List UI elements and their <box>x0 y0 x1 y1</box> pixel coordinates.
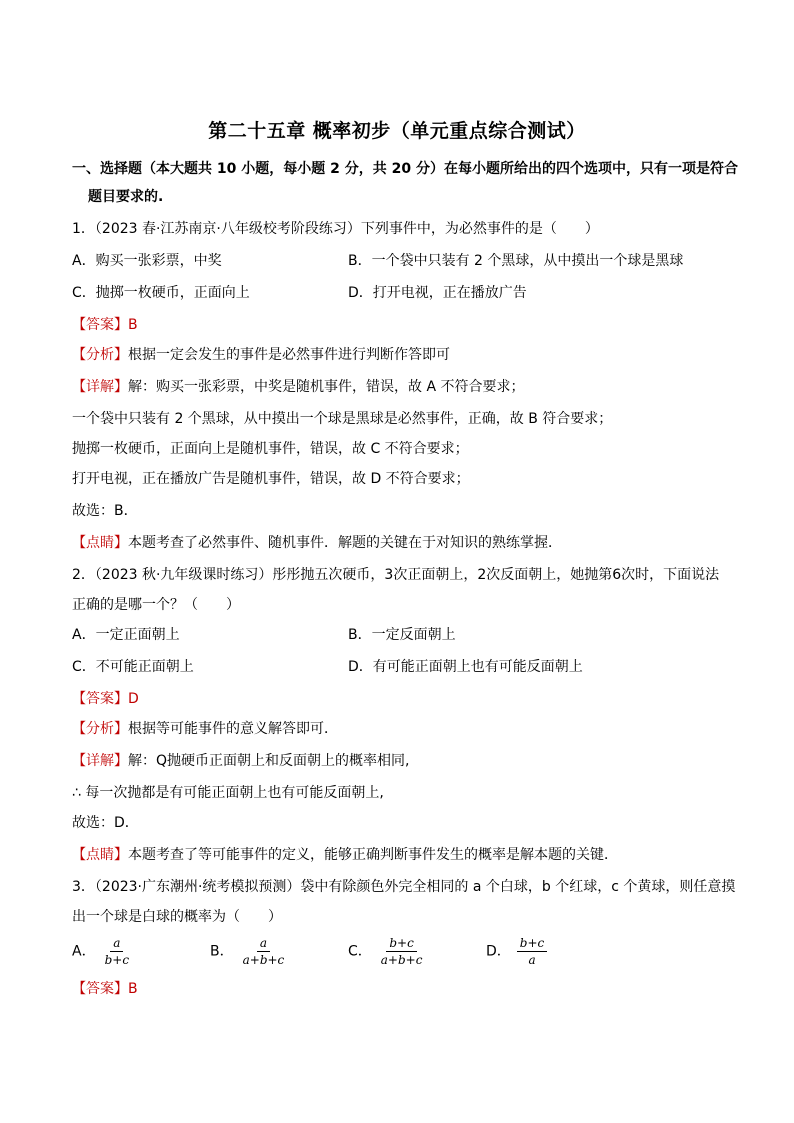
fraction-numerator: b+c <box>517 936 547 952</box>
analysis-tag: 【分析】 <box>72 721 128 737</box>
fraction-numerator: a <box>257 936 270 952</box>
q2-analysis <box>72 720 338 738</box>
option-label: A． <box>72 943 96 960</box>
answer-value: D <box>128 691 139 707</box>
q2-option-a: A．一定正面朝上 <box>72 627 180 643</box>
fraction-denominator: a+b+c <box>380 953 423 967</box>
option-label: B． <box>210 943 234 960</box>
q2-detail-line1 <box>72 752 409 770</box>
comment-text: 本题考查了必然事件、随机事件．解题的关键在于对知识的熟练掌握． <box>128 535 562 551</box>
q2-answer <box>72 690 139 708</box>
option-label: C． <box>348 943 372 960</box>
q3-answer <box>72 980 138 998</box>
fraction-denominator: b+c <box>104 953 130 967</box>
analysis-text: 根据等可能事件的意义解答即可． <box>128 721 338 737</box>
answer-value: B <box>128 317 138 333</box>
comment-text: 本题考查了等可能事件的定义，能够正确判断事件发生的概率是解本题的关键． <box>128 847 618 863</box>
q3-option-d <box>486 936 547 967</box>
analysis-tag: 【分析】 <box>72 347 128 363</box>
section-heading-line2: 题目要求的. <box>88 189 164 205</box>
comment-tag: 【点睛】 <box>72 847 128 863</box>
fraction-denominator: a+b+c <box>242 953 285 967</box>
detail-tag: 【详解】 <box>72 379 128 395</box>
q3-option-c <box>348 936 425 967</box>
q2-stem-line1: 2．（2023 秋·九年级课时练习）彤彤抛五次硬币，3次正面朝上，2次反面朝上，她抛第6次时，下面说法 <box>72 567 720 583</box>
comment-tag: 【点睛】 <box>72 535 128 551</box>
q2-option-d: D．有可能正面朝上也有可能反面朝上 <box>348 659 583 675</box>
q1-option-c: C．抛掷一枚硬币，正面向上 <box>72 285 250 301</box>
fraction <box>517 936 547 967</box>
q1-option-a: A．购买一张彩票，中奖 <box>72 253 222 269</box>
q1-analysis <box>72 346 450 364</box>
answer-tag: 【答案】 <box>72 981 128 997</box>
option-label: D． <box>486 943 511 960</box>
q1-choice: 故选：B． <box>72 503 138 519</box>
q2-choice: 故选：D． <box>72 815 139 831</box>
q2-option-c: C．不可能正面朝上 <box>72 659 194 675</box>
detail-text: 解：Q抛硬币正面朝上和反面朝上的概率相同, <box>128 753 410 769</box>
answer-value: B <box>128 981 138 997</box>
detail-tag: 【详解】 <box>72 753 128 769</box>
q3-stem-line1: 3．（2023·广东潮州·统考模拟预测）袋中有除颜色外完全相同的 a 个白球，b 个红球，c 个黄球，则任意摸 <box>72 879 736 895</box>
q3-option-b <box>210 936 287 967</box>
page-title: 第二十五章 概率初步（单元重点综合测试） <box>208 120 586 142</box>
q3-stem-line2: 出一个球是白球的概率为（ ） <box>72 909 282 925</box>
q1-option-d: D．打开电视，正在播放广告 <box>348 285 527 301</box>
analysis-text: 根据一定会发生的事件是必然事件进行判断作答即可 <box>128 347 450 363</box>
q1-detail-line2: 一个袋中只装有 2 个黑球，从中摸出一个球是黑球是必然事件，正确，故 B 符合要求； <box>72 411 613 427</box>
fraction <box>102 936 132 967</box>
detail-text: 解：购买一张彩票，中奖是随机事件，错误，故 A 不符合要求； <box>128 379 525 395</box>
fraction-numerator: b+c <box>386 936 416 952</box>
q2-comment <box>72 846 618 864</box>
q1-comment <box>72 534 562 552</box>
q1-detail-line3: 抛掷一枚硬币，正面向上是随机事件，错误，故 C 不符合要求； <box>72 441 469 457</box>
answer-tag: 【答案】 <box>72 691 128 707</box>
q1-detail-line1 <box>72 378 524 396</box>
section-heading-line1: 一、选择题（本大题共 10 小题，每小题 2 分，共 20 分）在每小题所给出的四个选项中，只有一项是符合 <box>72 161 738 177</box>
q2-stem-line2: 正确的是哪一个？（ ） <box>72 597 240 613</box>
answer-tag: 【答案】 <box>72 317 128 333</box>
q2-option-b: B．一定反面朝上 <box>348 627 456 643</box>
q2-detail-line2: ∴ 每一次抛都是有可能正面朝上也有可能反面朝上, <box>72 785 384 801</box>
fraction <box>378 936 426 967</box>
q1-stem: 1．（2023 春·江苏南京·八年级校考阶段练习）下列事件中，为必然事件的是（ ） <box>72 221 599 237</box>
q1-detail-line4: 打开电视，正在播放广告是随机事件，错误，故 D 不符合要求； <box>72 471 470 487</box>
fraction-denominator: a <box>528 953 536 967</box>
q1-answer <box>72 316 138 334</box>
q3-option-a <box>72 936 132 967</box>
fraction <box>240 936 288 967</box>
q1-option-b: B．一个袋中只装有 2 个黑球，从中摸出一个球是黑球 <box>348 253 684 269</box>
fraction-numerator: a <box>110 936 123 952</box>
